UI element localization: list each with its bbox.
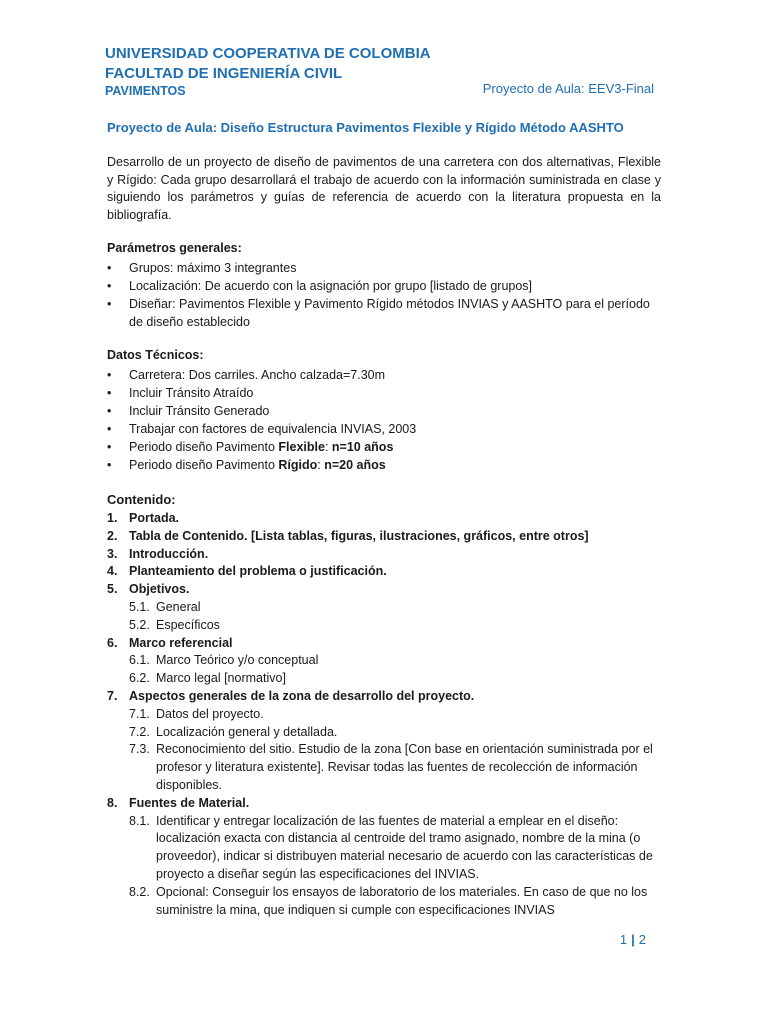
list-item: • Diseñar: Pavimentos Flexible y Pavimento Rígido métodos INVIAS y AASHTO para el período de diseño establecido xyxy=(107,297,650,329)
toc-item: 6. Marco referencial xyxy=(107,635,233,650)
list-item: • Trabajar con factores de equivalencia INVIAS, 2003 xyxy=(107,422,417,436)
toc-subitem: 5.1. General xyxy=(129,599,201,614)
toc-item: 2. Tabla de Contenido. [Lista tablas, figuras, ilustraciones, gráficos, entre otros] xyxy=(107,528,589,543)
bullet-icon: • xyxy=(107,368,112,382)
current-page: 1 xyxy=(619,932,628,947)
list-item-flexible-period: • Periodo diseño Pavimento Flexible: n=10 años xyxy=(107,440,394,454)
bullet-icon: • xyxy=(107,458,112,472)
toc-subitem: 7.1. Datos del proyecto. xyxy=(129,706,264,721)
toc-subitem: 6.1. Marco Teórico y/o conceptual xyxy=(129,653,319,668)
page-separator: | xyxy=(631,932,635,947)
datos-list xyxy=(107,366,662,474)
toc-item: 3. Introducción. xyxy=(107,546,209,561)
bullet-icon: • xyxy=(107,279,112,293)
datos-heading: Datos Técnicos: xyxy=(107,348,204,362)
toc-subitem: 6.2. Marco legal [normativo] xyxy=(129,671,286,686)
contenido-list xyxy=(107,510,662,919)
parametros-heading: Parámetros generales: xyxy=(107,241,242,255)
bullet-icon: • xyxy=(107,261,112,275)
bullet-icon: • xyxy=(107,440,112,454)
toc-item: 1. Portada. xyxy=(107,511,180,525)
course-name: PAVIMENTOS xyxy=(105,84,186,98)
parametros-list xyxy=(107,259,662,331)
list-item: • Grupos: máximo 3 integrantes xyxy=(107,261,297,275)
document-title: Proyecto de Aula: Diseño Estructura Pavimentos Flexible y Rígido Método AASHTO xyxy=(107,120,624,135)
faculty-name: FACULTAD DE INGENIERÍA CIVIL xyxy=(105,65,343,82)
bullet-icon: • xyxy=(107,386,112,400)
toc-subitem: 8.1. Identificar y entregar localización de las fuentes de material a emplear en el diseño: localización exacta con distancia al centroide del tramo asignado, nombre de la mina (o proveedor), indicar si distribuyen material necesario de acuerdo con las características de proyecto a diseñar según las especificaciones del INVIAS. xyxy=(129,813,653,881)
list-item: • Carretera: Dos carriles. Ancho calzada=7.30m xyxy=(107,368,386,382)
toc-subitem: 5.2. Específicos xyxy=(129,617,220,632)
university-name: UNIVERSIDAD COOPERATIVA DE COLOMBIA xyxy=(105,45,431,62)
list-item: • Localización: De acuerdo con la asignación por grupo [listado de grupos] xyxy=(107,279,533,293)
bullet-icon: • xyxy=(107,404,112,418)
toc-item: 4. Planteamiento del problema o justificación. xyxy=(107,564,387,579)
toc-item: 8. Fuentes de Material. xyxy=(107,795,250,810)
list-item-rigido-period: • Periodo diseño Pavimento Rígido: n=20 años xyxy=(107,458,386,472)
toc-item: 5. Objetivos. xyxy=(107,582,190,597)
bullet-icon: • xyxy=(107,297,112,311)
toc-subitem: 7.3. Reconocimiento del sitio. Estudio de la zona [Con base en orientación suministrada por el profesor y literatura existente]. Revisar todas las fuentes de recolección de información disponibles. xyxy=(129,742,653,792)
toc-subitem: 8.2. Opcional: Conseguir los ensayos de laboratorio de los materiales. En caso de que no los suministre la mina, que indiquen si cumple con especificaciones INVIAS xyxy=(129,884,648,917)
intro-paragraph: Desarrollo de un proyecto de diseño de pavimentos de una carretera con dos alternativas, Flexible y Rígido: Cada grupo desarrollará el trabajo de acuerdo con la información suministrada en clase y siguiendo los parámetros y guías de referencia de acuerdo con la literatura propuesta en la bibliografía. xyxy=(107,155,661,222)
toc-subitem: 7.2. Localización general y detallada. xyxy=(129,724,338,739)
toc-item: 7. Aspectos generales de la zona de desarrollo del proyecto. xyxy=(107,688,475,703)
project-tag: Proyecto de Aula: EEV3-Final xyxy=(482,81,654,96)
list-item: • Incluir Tránsito Generado xyxy=(107,404,270,418)
total-pages: 2 xyxy=(638,932,646,947)
page-number xyxy=(620,932,646,947)
list-item: • Incluir Tránsito Atraído xyxy=(107,386,254,400)
contenido-heading: Contenido: xyxy=(107,492,176,507)
bullet-icon: • xyxy=(107,422,112,436)
